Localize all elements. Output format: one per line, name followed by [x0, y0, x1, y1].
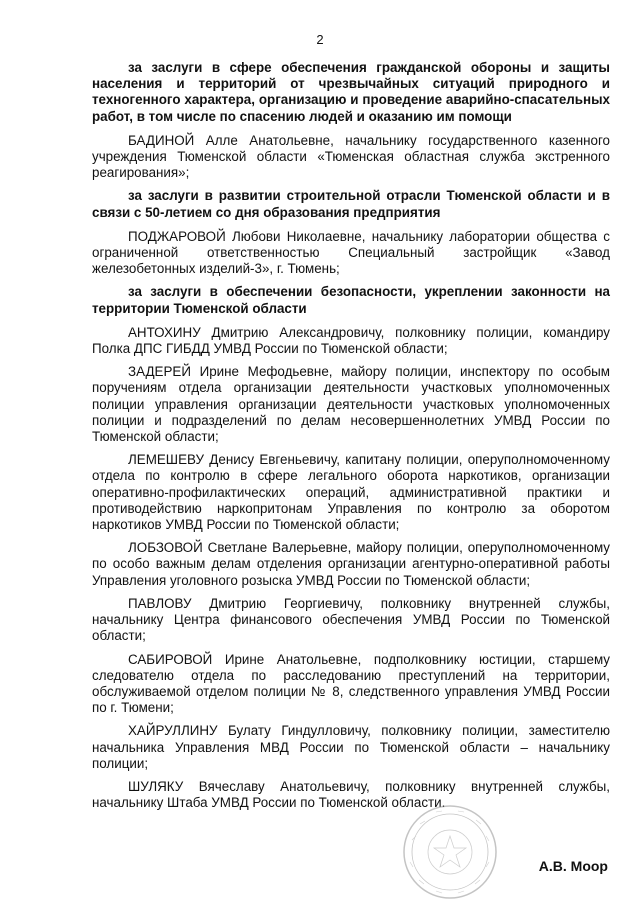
official-seal-icon — [392, 800, 508, 900]
award-item: ШУЛЯКУ Вячеславу Анатольевичу, полковнику внутренней службы, начальнику Штаба УМВД России по Тюменской области. — [92, 778, 610, 811]
section-civil-defense — [92, 60, 610, 181]
award-item: ЗАДЕРЕЙ Ирине Мефодьевне, майору полиции, инспектору по особым поручениям отдела организации деятельности участковых уполномоченных полиции управления организации деятельности участковых уполномоченных полиции и подразделений по делам несовершеннолетних УМВД России по Тюменской области; — [92, 364, 610, 445]
award-item: ПОДЖАРОВОЙ Любови Николаевне, начальнику лаборатории общества с ограниченной ответственностью Специальный застройщик «Завод железобетонных изделий-3», г. Тюмень; — [92, 228, 610, 277]
section-heading: за заслуги в развитии строительной отрасли Тюменской области и в связи с 50-летием со дня образования предприятия — [92, 188, 610, 220]
award-item: ЛЕМЕШЕВУ Денису Евгеньевичу, капитану полиции, оперуполномоченному отдела по контролю в сфере легального оборота наркотиков, организации оперативно-профилактических операций, административной практики и противодействию наркопритонам Управления по контролю за оборотом наркотиков УМВД России по Тюменской области; — [92, 452, 610, 533]
page-number: 2 — [316, 32, 324, 47]
document-body — [92, 60, 610, 818]
signature: А.В. Моор — [538, 858, 608, 874]
section-heading: за заслуги в обеспечении безопасности, укреплении законности на территории Тюменской области — [92, 284, 610, 316]
section-security — [92, 284, 610, 811]
award-item: АНТОХИНУ Дмитрию Александровичу, полковнику полиции, командиру Полка ДПС ГИБДД УМВД России по Тюменской области; — [92, 324, 610, 357]
section-heading: за заслуги в сфере обеспечения гражданской обороны и защиты населения и территорий от чрезвычайных ситуаций природного и техногенного характера, организацию и проведение аварийно-спасательных работ, в том числе по спасению людей и оказанию им помощи — [92, 60, 610, 124]
award-item: ПАВЛОВУ Дмитрию Георгиевичу, полковнику внутренней службы, начальнику Центра финансового обеспечения УМВД России по Тюменской области; — [92, 595, 610, 644]
award-item: БАДИНОЙ Алле Анатольевне, начальнику государственного казенного учреждения Тюменской области «Тюменская областная служба экстренного реагирования»; — [92, 132, 610, 181]
award-item: САБИРОВОЙ Ирине Анатольевне, подполковнику юстиции, старшему следователю отдела по расследованию преступлений на территории, обслуживаемой отделом полиции № 8, следственного управления УМВД России по г. Тюмени; — [92, 651, 610, 716]
award-item: ЛОБЗОВОЙ Светлане Валерьевне, майору полиции, оперуполномоченному по особо важным делам отделения организации агентурно-оперативной работы Управления уголовного розыска УМВД России по Тюменской области; — [92, 540, 610, 588]
section-construction — [92, 188, 610, 277]
award-item: ХАЙРУЛЛИНУ Булату Гиндулловичу, полковнику полиции, заместителю начальника Управления МВД России по Тюменской области – начальнику полиции; — [92, 723, 610, 771]
